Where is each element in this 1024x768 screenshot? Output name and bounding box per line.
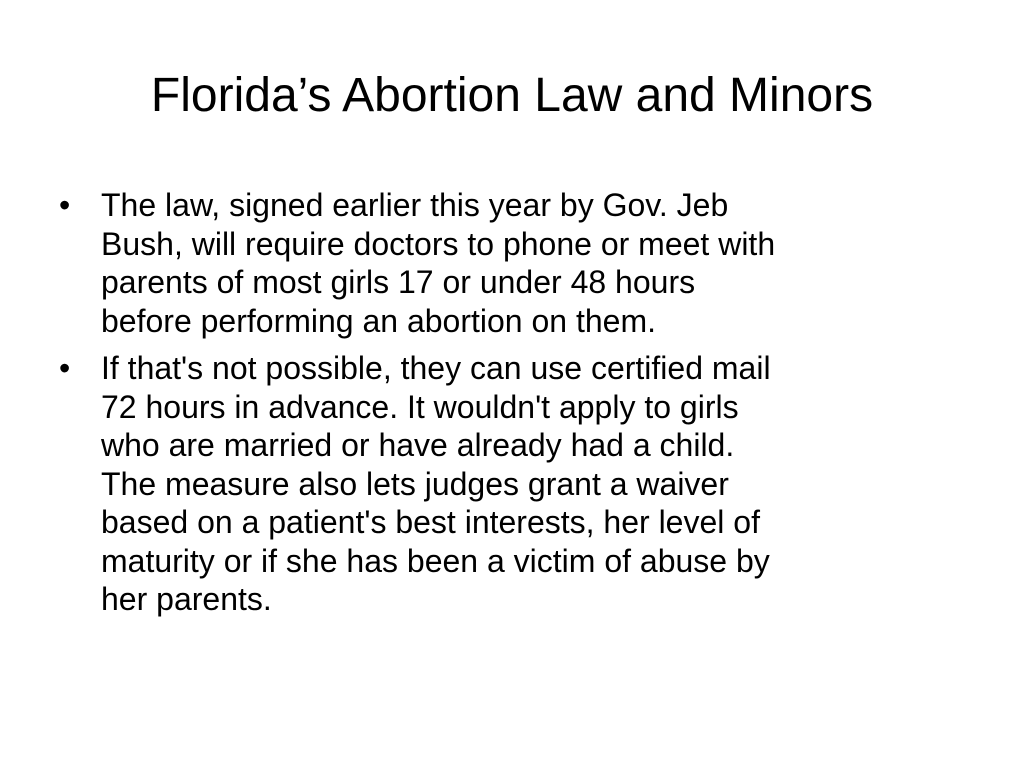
bullet-text-line: maturity or if she has been a victim of abuse by — [101, 542, 770, 579]
bullet-text-line: who are married or have already had a child. — [101, 427, 735, 463]
bullet-item — [57, 186, 957, 340]
bullet-text-line: before performing an abortion on them. — [101, 302, 656, 339]
bullet-text-line: based on a patient's best interests, her level of — [101, 504, 760, 540]
bullet-icon: • — [59, 187, 71, 223]
bullet-icon: • — [59, 350, 71, 386]
bullet-text-line: parents of most girls 17 or under 48 hours — [101, 264, 696, 300]
bullet-text-line: 72 hours in advance. It wouldn't apply to girls — [101, 388, 739, 425]
bullet-text-line: The law, signed earlier this year by Gov. Jeb — [101, 187, 729, 223]
slide-title: Florida’s Abortion Law and Minors — [150, 69, 874, 122]
bullet-item — [57, 349, 957, 619]
bullet-list — [57, 186, 957, 628]
bullet-text-line: her parents. — [101, 581, 272, 617]
bullet-text-line: If that's not possible, they can use certified mail — [101, 350, 771, 386]
bullet-text-line: Bush, will require doctors to phone or meet with — [101, 225, 776, 262]
bullet-text-line: The measure also lets judges grant a waiver — [101, 465, 729, 502]
